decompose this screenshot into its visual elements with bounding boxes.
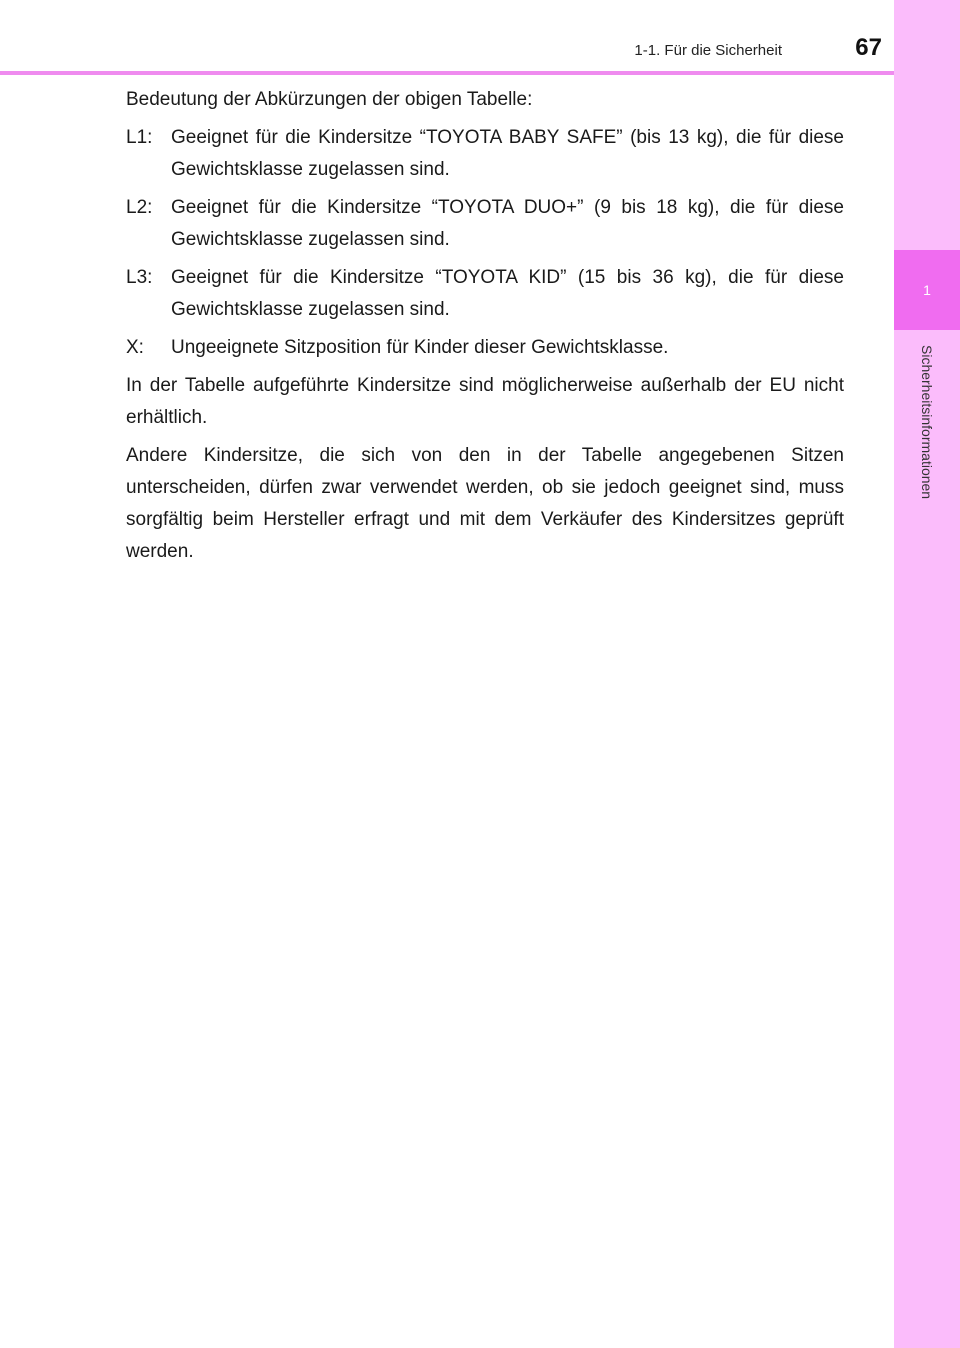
chapter-side-tab (894, 0, 960, 1348)
section-title: 1-1. Für die Sicherheit (634, 42, 782, 59)
chapter-title: Sicherheitsinformationen (919, 345, 935, 500)
other-seats-paragraph: Andere Kindersitze, die sich von den in der Tabelle angegebenen Sitzen unterscheiden, dürfen zwar verwendet werden, ob sie jedoch geeignet sind, muss sorgfältig beim Hersteller erfragt und mit dem Verkäufer des Kindersitzes geprüft werden. (126, 445, 844, 562)
legend-item (126, 122, 844, 186)
legend-item (126, 262, 844, 326)
page-header (0, 0, 894, 76)
legend-code: L2: (126, 197, 153, 218)
legend-text: Geeignet für die Kindersitze “TOYOTA BABY SAFE” (bis 13 kg), die für diese Gewichtsklasse zugelassen sind. (171, 127, 844, 180)
legend-item (126, 332, 844, 364)
page-content (126, 84, 844, 574)
page-number: 67 (855, 34, 882, 61)
legend-code: X: (126, 337, 144, 358)
legend-text: Ungeeignete Sitzposition für Kinder dieser Gewichtsklasse. (171, 337, 669, 358)
header-rule (0, 71, 894, 75)
legend-code: L1: (126, 127, 153, 148)
legend-item (126, 192, 844, 256)
legend-text: Geeignet für die Kindersitze “TOYOTA KID” (15 bis 36 kg), die für diese Gewichtsklasse zugelassen sind. (171, 267, 844, 320)
chapter-number: 1 (923, 282, 931, 298)
chapter-title-box (894, 345, 960, 545)
availability-paragraph: In der Tabelle aufgeführte Kindersitze sind möglicherweise außerhalb der EU nicht erhältlich. (126, 375, 844, 428)
legend-text: Geeignet für die Kindersitze “TOYOTA DUO+” (9 bis 18 kg), die für diese Gewichtsklasse zugelassen sind. (171, 197, 844, 250)
legend-code: L3: (126, 267, 153, 288)
legend-intro: Bedeutung der Abkürzungen der obigen Tabelle: (126, 89, 533, 110)
chapter-number-box (894, 250, 960, 330)
